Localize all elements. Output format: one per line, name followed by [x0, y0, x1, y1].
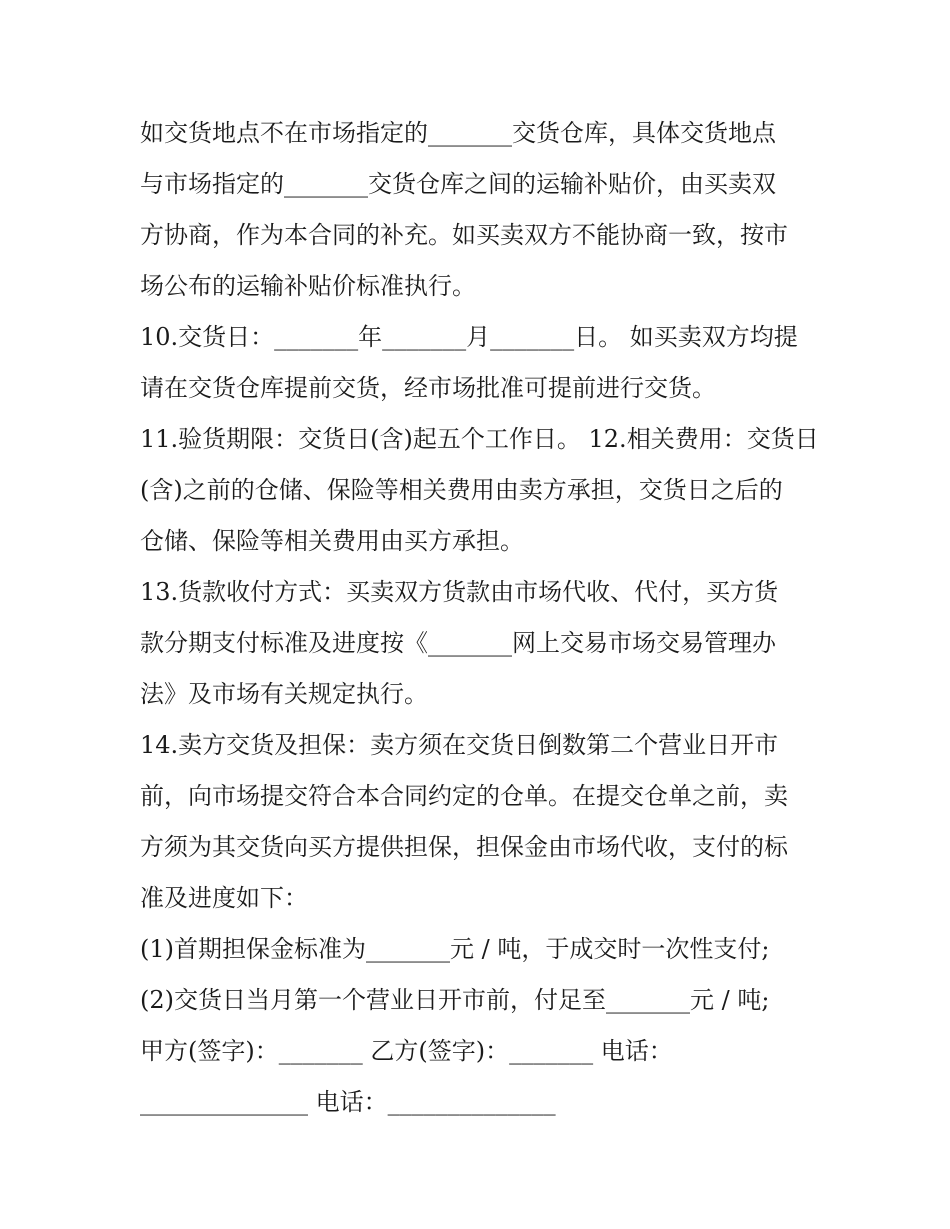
clause-11-line: 11.验货期限：交货日(含)起五个工作日。 12.相关费用：交货日: [140, 425, 819, 453]
text-line: 与市场指定的_______交货仓库之间的运输补贴价，由买卖双: [140, 170, 776, 198]
text-line: 场公布的运输补贴价标准执行。: [140, 272, 476, 300]
text-line: (含)之前的仓储、保险等相关费用由卖方承担，交货日之后的: [140, 476, 783, 504]
text-line: 准及进度如下：: [140, 884, 308, 912]
text-line: 款分期支付标准及进度按《_______网上交易市场交易管理办: [140, 629, 776, 657]
item-2-line: (2)交货日当月第一个营业日开市前，付足至_______元 / 吨;: [140, 986, 770, 1014]
item-1-line: (1)首期担保金标准为_______元 / 吨，于成交时一次性支付;: [140, 935, 770, 963]
clause-10-line: 10.交货日：_______年_______月_______日。 如买卖双方均提: [140, 323, 798, 351]
clause-14-line: 14.卖方交货及担保：卖方须在交货日倒数第二个营业日开市: [140, 731, 779, 759]
text-line: 法》及市场有关规定执行。: [140, 680, 428, 708]
text-line: 请在交货仓库提前交货，经市场批准可提前进行交货。: [140, 374, 716, 402]
text-line: 方协商，作为本合同的补充。如买卖双方不能协商一致，按市: [140, 221, 788, 249]
text-line: 前，向市场提交符合本合同约定的仓单。在提交仓单之前，卖: [140, 782, 788, 810]
signature-line: 甲方(签字)：_______ 乙方(签字)：_______ 电话：: [140, 1037, 673, 1065]
phone-line: ______________ 电话：______________: [140, 1088, 556, 1116]
text-line: 仓储、保险等相关费用由买方承担。: [140, 527, 524, 555]
text-line: 如交货地点不在市场指定的_______交货仓库，具体交货地点: [140, 119, 776, 147]
text-line: 方须为其交货向买方提供担保，担保金由市场代收，支付的标: [140, 833, 788, 861]
contract-text: [140, 108, 820, 1128]
clause-13-line: 13.货款收付方式：买卖双方货款由市场代收、代付，买方货: [140, 578, 779, 606]
